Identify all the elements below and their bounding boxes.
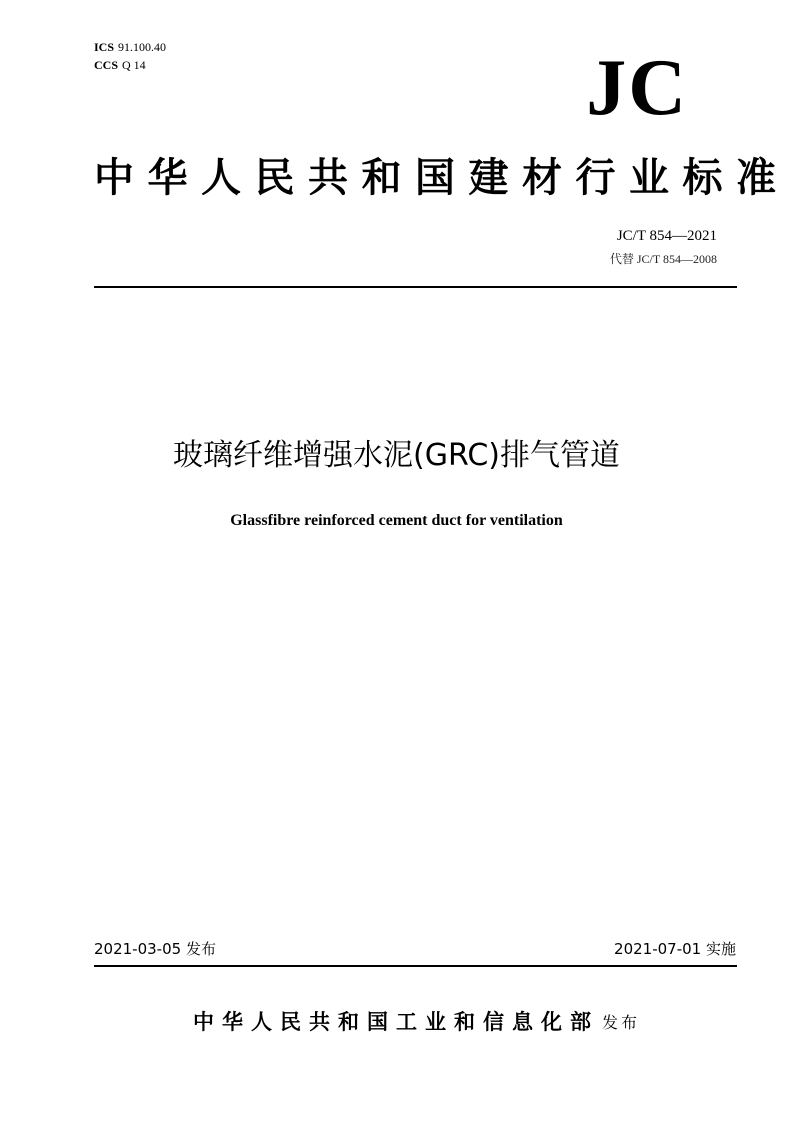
implement-date: 2021-07-01 实施 (614, 940, 736, 958)
publish-date: 2021-03-05 发布 (94, 940, 216, 958)
ccs-value: Q 14 (122, 58, 146, 72)
ccs-label: CCS (94, 58, 119, 72)
ics-label: ICS (94, 40, 115, 54)
bottom-divider (94, 965, 737, 967)
top-divider (94, 286, 737, 288)
replaces-standard: 代替 JC/T 854—2008 (609, 252, 717, 266)
document-title-cn: 玻璃纤维增强水泥(GRC)排气管道 (173, 438, 620, 473)
ccs-code (94, 58, 146, 73)
ics-code (94, 40, 166, 55)
ics-value: 91.100.40 (118, 40, 167, 54)
standard-type-heading: 中华人民共和国建材行业标准 (94, 154, 790, 201)
document-title-en: Glassfibre reinforced cement duct for ventilation (230, 512, 563, 529)
publisher-action: 发布 (602, 1013, 641, 1032)
jc-logo: JC (586, 44, 688, 132)
standard-number: JC/T 854—2021 (616, 228, 717, 244)
publisher-name: 中华人民共和国工业和信息化部 (193, 1009, 599, 1034)
